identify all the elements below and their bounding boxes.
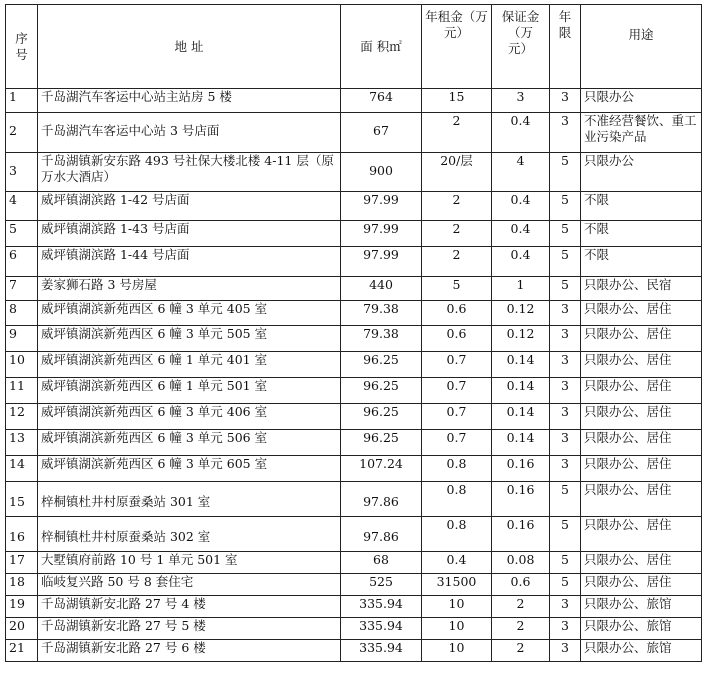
header-area: 面 积㎡ [341,5,422,89]
table-row [6,640,702,662]
cell-deposit: 0.12 [492,301,550,326]
cell-area: 79.38 [341,326,422,352]
cell-usage: 不准经营餐饮、重工业污染产品 [581,113,702,153]
cell-address: 姜家狮石路 3 号房屋 [38,277,341,301]
cell-term: 5 [550,247,581,277]
table-row [6,247,702,277]
cell-no: 4 [6,192,38,221]
cell-term: 5 [550,482,581,517]
cell-area: 68 [341,552,422,574]
cell-usage: 只限办公、居住 [581,517,702,552]
cell-deposit: 0.4 [492,192,550,221]
cell-deposit: 2 [492,596,550,618]
cell-deposit: 0.4 [492,221,550,247]
cell-area: 96.25 [341,430,422,456]
cell-deposit: 0.16 [492,482,550,517]
cell-deposit: 0.14 [492,430,550,456]
cell-deposit: 2 [492,640,550,662]
cell-rent: 0.7 [422,352,492,378]
cell-rent: 10 [422,596,492,618]
cell-no: 1 [6,89,38,113]
cell-term: 3 [550,326,581,352]
cell-rent: 2 [422,221,492,247]
cell-address: 威坪镇湖滨新苑西区 6 幢 3 单元 505 室 [38,326,341,352]
cell-no: 9 [6,326,38,352]
cell-address: 威坪镇湖滨新苑西区 6 幢 1 单元 501 室 [38,378,341,404]
cell-term: 3 [550,456,581,482]
header-rent: 年租金（万元） [422,5,492,89]
cell-usage: 只限办公、居住 [581,352,702,378]
table-row [6,618,702,640]
table-row [6,221,702,247]
cell-usage: 只限办公、居住 [581,482,702,517]
cell-area: 96.25 [341,378,422,404]
cell-area: 79.38 [341,301,422,326]
cell-usage: 只限办公、居住 [581,404,702,430]
cell-no: 19 [6,596,38,618]
cell-address: 威坪镇湖滨路 1-44 号店面 [38,247,341,277]
table-row [6,596,702,618]
cell-usage: 只限办公、居住 [581,301,702,326]
cell-term: 3 [550,352,581,378]
header-usage: 用途 [581,5,702,89]
table-row [6,482,702,517]
cell-no: 17 [6,552,38,574]
cell-address: 梓桐镇杜井村原蚕桑站 301 室 [38,482,341,517]
cell-term: 3 [550,378,581,404]
cell-rent: 0.4 [422,552,492,574]
cell-address: 临岐复兴路 50 号 8 套住宅 [38,574,341,596]
cell-usage: 不限 [581,221,702,247]
cell-address: 梓桐镇杜井村原蚕桑站 302 室 [38,517,341,552]
table-row [6,574,702,596]
cell-term: 5 [550,517,581,552]
cell-address: 千岛湖汽车客运中心站 3 号店面 [38,113,341,153]
cell-deposit: 2 [492,618,550,640]
cell-rent: 2 [422,247,492,277]
cell-no: 13 [6,430,38,456]
cell-area: 97.86 [341,482,422,517]
cell-area: 67 [341,113,422,153]
cell-term: 5 [550,192,581,221]
table-row [6,552,702,574]
cell-no: 18 [6,574,38,596]
cell-area: 97.99 [341,221,422,247]
cell-no: 2 [6,113,38,153]
cell-rent: 0.7 [422,404,492,430]
cell-rent: 2 [422,192,492,221]
cell-no: 12 [6,404,38,430]
cell-no: 16 [6,517,38,552]
cell-term: 3 [550,89,581,113]
cell-deposit: 0.16 [492,456,550,482]
cell-usage: 不限 [581,247,702,277]
cell-no: 7 [6,277,38,301]
cell-area: 97.86 [341,517,422,552]
cell-no: 3 [6,153,38,192]
cell-term: 5 [550,574,581,596]
cell-address: 威坪镇湖滨新苑西区 6 幢 3 单元 405 室 [38,301,341,326]
cell-term: 3 [550,430,581,456]
cell-usage: 不限 [581,192,702,221]
cell-no: 14 [6,456,38,482]
cell-no: 5 [6,221,38,247]
header-term: 年限 [550,5,581,89]
cell-area: 900 [341,153,422,192]
table-row [6,326,702,352]
cell-address: 威坪镇湖滨新苑西区 6 幢 3 单元 605 室 [38,456,341,482]
cell-address: 千岛湖镇新安北路 27 号 6 楼 [38,640,341,662]
cell-rent: 31500 [422,574,492,596]
table-row [6,404,702,430]
cell-term: 3 [550,113,581,153]
cell-deposit: 0.14 [492,404,550,430]
cell-no: 20 [6,618,38,640]
cell-area: 764 [341,89,422,113]
table-row [6,301,702,326]
cell-address: 大墅镇府前路 10 号 1 单元 501 室 [38,552,341,574]
cell-deposit: 0.14 [492,352,550,378]
cell-no: 11 [6,378,38,404]
cell-usage: 只限办公、居住 [581,378,702,404]
cell-deposit: 0.12 [492,326,550,352]
cell-area: 525 [341,574,422,596]
cell-usage: 只限办公、民宿 [581,277,702,301]
table-row [6,113,702,153]
cell-deposit: 0.14 [492,378,550,404]
cell-address: 威坪镇湖滨路 1-43 号店面 [38,221,341,247]
cell-usage: 只限办公、居住 [581,430,702,456]
cell-rent: 0.6 [422,301,492,326]
cell-deposit: 3 [492,89,550,113]
cell-rent: 2 [422,113,492,153]
cell-term: 5 [550,552,581,574]
cell-address: 威坪镇湖滨路 1-42 号店面 [38,192,341,221]
header-address: 地 址 [38,5,341,89]
cell-term: 3 [550,301,581,326]
cell-no: 8 [6,301,38,326]
cell-area: 107.24 [341,456,422,482]
property-lease-table [5,4,702,662]
cell-deposit: 0.4 [492,113,550,153]
cell-usage: 只限办公、旅馆 [581,618,702,640]
table-row [6,378,702,404]
cell-term: 5 [550,153,581,192]
cell-usage: 只限办公、居住 [581,574,702,596]
cell-term: 3 [550,618,581,640]
table-row [6,192,702,221]
cell-address: 千岛湖镇新安北路 27 号 5 楼 [38,618,341,640]
table-row [6,456,702,482]
cell-rent: 15 [422,89,492,113]
table-row [6,517,702,552]
cell-rent: 20/层 [422,153,492,192]
cell-area: 335.94 [341,640,422,662]
cell-address: 威坪镇湖滨新苑西区 6 幢 3 单元 406 室 [38,404,341,430]
cell-term: 3 [550,596,581,618]
cell-deposit: 0.6 [492,574,550,596]
cell-term: 5 [550,277,581,301]
cell-area: 97.99 [341,192,422,221]
cell-address: 威坪镇湖滨新苑西区 6 幢 1 单元 401 室 [38,352,341,378]
cell-usage: 只限办公 [581,89,702,113]
cell-no: 10 [6,352,38,378]
cell-term: 3 [550,640,581,662]
cell-rent: 0.6 [422,326,492,352]
cell-rent: 0.7 [422,430,492,456]
cell-rent: 10 [422,618,492,640]
cell-term: 5 [550,221,581,247]
table-body [6,89,702,662]
cell-rent: 10 [422,640,492,662]
cell-deposit: 0.16 [492,517,550,552]
cell-address: 千岛湖镇新安北路 27 号 4 楼 [38,596,341,618]
cell-no: 6 [6,247,38,277]
cell-area: 97.99 [341,247,422,277]
header-deposit: 保证金（万元） [492,5,550,89]
cell-usage: 只限办公 [581,153,702,192]
table-row [6,430,702,456]
cell-rent: 0.7 [422,378,492,404]
cell-deposit: 0.4 [492,247,550,277]
cell-area: 335.94 [341,618,422,640]
cell-rent: 0.8 [422,517,492,552]
cell-usage: 只限办公、旅馆 [581,640,702,662]
header-row [6,5,702,89]
cell-usage: 只限办公、居住 [581,552,702,574]
cell-deposit: 1 [492,277,550,301]
table-row [6,352,702,378]
cell-address: 威坪镇湖滨新苑西区 6 幢 3 单元 506 室 [38,430,341,456]
cell-area: 335.94 [341,596,422,618]
cell-rent: 0.8 [422,456,492,482]
cell-area: 96.25 [341,404,422,430]
cell-no: 15 [6,482,38,517]
cell-usage: 只限办公、居住 [581,456,702,482]
cell-address: 千岛湖镇新安东路 493 号社保大楼北楼 4-11 层（原万水大酒店） [38,153,341,192]
header-seq: 序号 [6,5,38,89]
cell-address: 千岛湖汽车客运中心站主站房 5 楼 [38,89,341,113]
table-row [6,89,702,113]
cell-deposit: 0.08 [492,552,550,574]
cell-deposit: 4 [492,153,550,192]
cell-usage: 只限办公、旅馆 [581,596,702,618]
cell-term: 3 [550,404,581,430]
table-row [6,277,702,301]
cell-usage: 只限办公、居住 [581,326,702,352]
cell-area: 440 [341,277,422,301]
cell-no: 21 [6,640,38,662]
cell-rent: 0.8 [422,482,492,517]
cell-area: 96.25 [341,352,422,378]
cell-rent: 5 [422,277,492,301]
table-row [6,153,702,192]
